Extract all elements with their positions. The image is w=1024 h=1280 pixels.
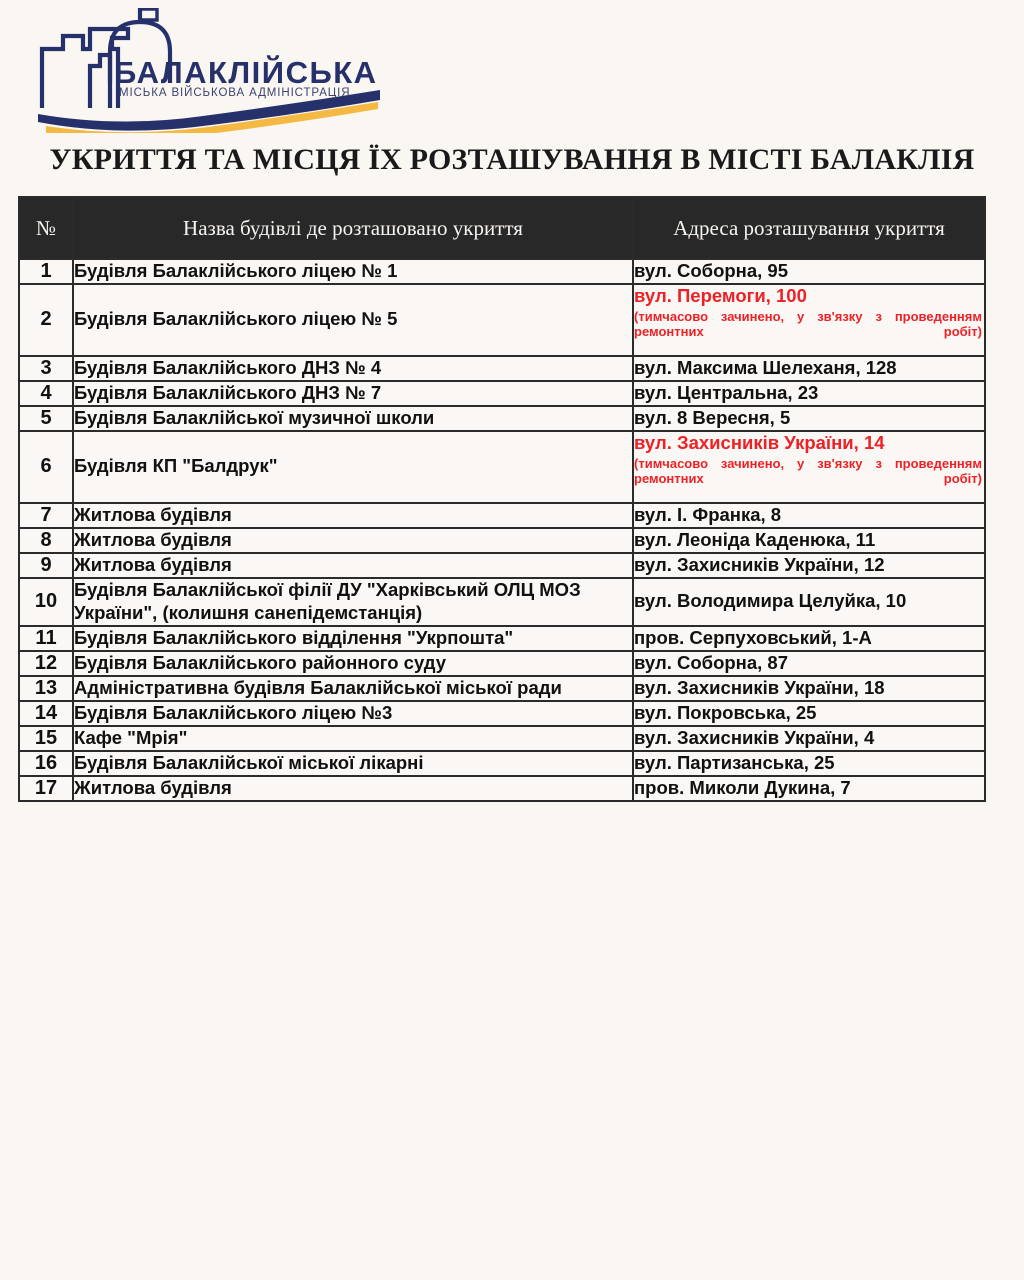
cell-address bbox=[633, 776, 985, 801]
address-text: вул. І. Франка, 8 bbox=[634, 503, 782, 525]
cell-row-number: 6 bbox=[19, 431, 73, 503]
column-header-name: Назва будівлі де розташовано укриття bbox=[73, 197, 633, 259]
table-row bbox=[19, 676, 985, 701]
cell-building-name: Будівля Балаклійського ліцею № 1 bbox=[73, 259, 633, 284]
cell-address bbox=[633, 626, 985, 651]
table-row bbox=[19, 528, 985, 553]
cell-building-name: Будівля Балаклійської міської лікарні bbox=[73, 751, 633, 776]
cell-address bbox=[633, 701, 985, 726]
cell-address bbox=[633, 259, 985, 284]
cell-building-name: Будівля Балаклійського районного суду bbox=[73, 651, 633, 676]
organization-logo bbox=[0, 0, 1024, 140]
cell-address bbox=[633, 284, 985, 356]
cell-row-number: 10 bbox=[19, 578, 73, 626]
address-text: вул. Центральна, 23 bbox=[634, 381, 819, 403]
table-row bbox=[19, 701, 985, 726]
address-text: вул. Покровська, 25 bbox=[634, 701, 817, 723]
cell-row-number: 3 bbox=[19, 356, 73, 381]
table-row bbox=[19, 381, 985, 406]
address-text: вул. Максима Шелеханя, 128 bbox=[634, 356, 897, 378]
cell-address bbox=[633, 431, 985, 503]
table-row bbox=[19, 356, 985, 381]
cell-building-name: Будівля Балаклійської музичної школи bbox=[73, 406, 633, 431]
table-row bbox=[19, 284, 985, 356]
column-header-address: Адреса розташування укриття bbox=[633, 197, 985, 259]
table-row bbox=[19, 776, 985, 801]
table-body bbox=[19, 259, 985, 801]
table-row bbox=[19, 626, 985, 651]
cell-address bbox=[633, 528, 985, 553]
column-header-number: № bbox=[19, 197, 73, 259]
table-row bbox=[19, 651, 985, 676]
cell-building-name: Будівля Балаклійського ДНЗ № 7 bbox=[73, 381, 633, 406]
cell-building-name: Будівля Балаклійської філії ДУ "Харківський ОЛЦ МОЗ України", (колишня санепідемстанція) bbox=[73, 578, 633, 626]
cell-row-number: 5 bbox=[19, 406, 73, 431]
cell-building-name: Будівля КП "Балдрук" bbox=[73, 431, 633, 503]
address-text: вул. Соборна, 95 bbox=[634, 260, 788, 282]
cell-address bbox=[633, 726, 985, 751]
cell-row-number: 9 bbox=[19, 553, 73, 578]
table-row bbox=[19, 406, 985, 431]
cell-address bbox=[633, 751, 985, 776]
address-text: вул. Партизанська, 25 bbox=[634, 751, 835, 773]
cell-address bbox=[633, 553, 985, 578]
table-row bbox=[19, 578, 985, 626]
cell-building-name: Адміністративна будівля Балаклійської міської ради bbox=[73, 676, 633, 701]
address-text: вул. Леоніда Каденюка, 11 bbox=[634, 528, 876, 550]
cell-row-number: 2 bbox=[19, 284, 73, 356]
cell-row-number: 14 bbox=[19, 701, 73, 726]
cell-row-number: 15 bbox=[19, 726, 73, 751]
page-title: УКРИТТЯ ТА МІСЦЯ ЇХ РОЗТАШУВАННЯ В МІСТІ БАЛАКЛІЯ bbox=[49, 143, 975, 176]
table-header bbox=[19, 197, 985, 259]
address-text: пров. Миколи Дукина, 7 bbox=[634, 776, 851, 798]
address-text: вул. Соборна, 87 bbox=[634, 651, 788, 673]
cell-building-name: Кафе "Мрія" bbox=[73, 726, 633, 751]
table-row bbox=[19, 553, 985, 578]
cell-building-name: Житлова будівля bbox=[73, 528, 633, 553]
address-text: вул. Захисників України, 12 bbox=[634, 553, 885, 575]
cell-row-number: 17 bbox=[19, 776, 73, 801]
cell-row-number: 11 bbox=[19, 626, 73, 651]
logo-wordmark: БАЛАКЛІЙСЬКА bbox=[114, 55, 378, 90]
cell-address bbox=[633, 381, 985, 406]
table-header-row bbox=[19, 197, 985, 259]
shelters-table-container bbox=[18, 196, 982, 802]
table-row bbox=[19, 726, 985, 751]
cell-row-number: 4 bbox=[19, 381, 73, 406]
address-text: вул. Захисників України, 4 bbox=[634, 726, 875, 748]
cell-address bbox=[633, 503, 985, 528]
cell-building-name: Будівля Балаклійського ДНЗ № 4 bbox=[73, 356, 633, 381]
address-text: вул. Перемоги, 100 bbox=[634, 285, 807, 306]
cell-building-name: Будівля Балаклійського відділення "Укрпошта" bbox=[73, 626, 633, 651]
cell-address bbox=[633, 578, 985, 626]
cell-address bbox=[633, 651, 985, 676]
table-row bbox=[19, 259, 985, 284]
cell-row-number: 16 bbox=[19, 751, 73, 776]
cell-building-name: Будівля Балаклійського ліцею №3 bbox=[73, 701, 633, 726]
cell-building-name: Житлова будівля bbox=[73, 553, 633, 578]
cell-building-name: Житлова будівля bbox=[73, 776, 633, 801]
address-text: вул. Володимира Целуйка, 10 bbox=[634, 590, 907, 612]
address-text: вул. Захисників України, 18 bbox=[634, 676, 885, 698]
cell-address bbox=[633, 406, 985, 431]
logo-subtitle: МІСЬКА ВІЙСЬКОВА АДМІНІСТРАЦІЯ bbox=[119, 87, 351, 99]
cell-address bbox=[633, 676, 985, 701]
cell-row-number: 7 bbox=[19, 503, 73, 528]
cell-row-number: 13 bbox=[19, 676, 73, 701]
cell-row-number: 8 bbox=[19, 528, 73, 553]
temporarily-closed-note: (тимчасово зачинено, у зв'язку з проведенням ремонтних робіт) bbox=[634, 455, 982, 487]
address-text: пров. Серпуховський, 1-А bbox=[634, 626, 872, 648]
cell-building-name: Житлова будівля bbox=[73, 503, 633, 528]
table-row bbox=[19, 431, 985, 503]
cell-building-name: Будівля Балаклійського ліцею № 5 bbox=[73, 284, 633, 356]
shelters-table bbox=[18, 196, 986, 802]
address-text: вул. Захисників України, 14 bbox=[634, 431, 885, 453]
table-row bbox=[19, 503, 985, 528]
cell-address bbox=[633, 356, 985, 381]
cell-row-number: 12 bbox=[19, 651, 73, 676]
address-text: вул. 8 Вересня, 5 bbox=[634, 406, 791, 428]
table-row bbox=[19, 751, 985, 776]
temporarily-closed-note: (тимчасово зачинено, у зв'язку з проведенням ремонтних робіт) bbox=[634, 308, 982, 340]
cell-row-number: 1 bbox=[19, 259, 73, 284]
